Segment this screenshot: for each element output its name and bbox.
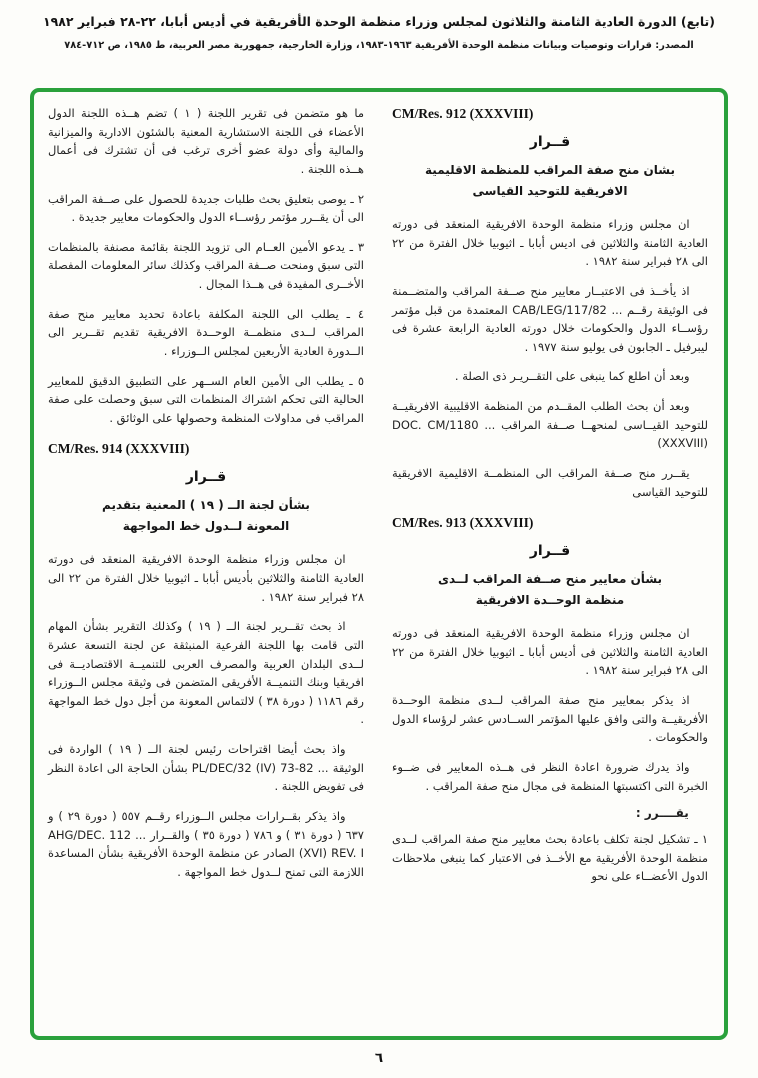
resolution-914-subtitle-line2: المعونة لــدول خط المواجهة bbox=[122, 519, 290, 534]
paragraph-cont-1: ما هو متضمن فى تقرير اللجنة ( ١ ) تضم هــذه اللجنة الدول الأعضاء فى اللجنة الاستشارية المعنية بالشئون الادارية والميزانية والمالية وأى دولة عضو أخرى ترغب فى أن تشترك فى أعمال هــذه اللجنة . bbox=[48, 106, 364, 176]
header-session-line: (تابع) الدورة العادية الثامنة والثلاثون لمجلس وزراء منظمة الوحدة الأفريقية في أديس أبابا، ٢٢-٢٨ فبراير ١٩٨٢ bbox=[43, 14, 715, 29]
resolution-914-ref: CM/Res. 914 (XXXVIII) bbox=[48, 441, 190, 457]
resolution-912-title: قــرار bbox=[529, 134, 571, 150]
resolution-913-decides: يقــــرر : bbox=[635, 806, 689, 821]
resolution-912-ref: CM/Res. 912 (XXXVIII) bbox=[392, 106, 534, 121]
resolution-913-subtitle-line2: منظمة الوحــدة الافريقية bbox=[475, 593, 625, 608]
paragraph-914-2: اذ بحث تقــرير لجنة الــ ( ١٩ ) وكذلك التقرير بشأن المهام التى قامت بها اللجنة الفرعية المنبثقة عن لجنة التسعة عشرة لــدى البلدان العربية والمصرف العربى للتنميــة الاقتصاديــة فى افريقيا وبنك التنميــة الأفريقى المتضمن فى وثيقة مجلس الــوزراء رقم ١١٨٦ ( دورة ٣٨ ) لالتماس المعونة من أجل دول خط المواجهة . bbox=[48, 619, 364, 727]
resolution-913-title: قــرار bbox=[529, 543, 571, 560]
resolution-913-ref: CM/Res. 913 (XXXVIII) bbox=[392, 515, 534, 531]
resolution-914-subtitle bbox=[48, 495, 364, 537]
resolution-913-subtitle bbox=[392, 569, 708, 611]
paragraph-cont-3: ٣ ـ يدعو الأمين العــام الى تزويد اللجنة بقائمة مصنفة بالمنظمات التى سبق ومنحت صــفة المراقب وكذلك سائر المعلومات المفصلة الأخــرى المفيدة فى هــذا المجال . bbox=[48, 239, 364, 291]
resolution-913-subtitle-line1: بشأن معايير منح صــفة المراقب لــدى bbox=[437, 572, 663, 587]
resolution-913 bbox=[392, 515, 708, 886]
paragraph-914-4: واذ يذكر بقــرارات مجلس الــوزراء رقــم ٥٥٧ ( دورة ٢٩ ) و ٦٣٧ ( دورة ٣١ ) و ٧٨٦ ( دورة ٣٥ ) والقــرار ... AHG/DEC. 112 (XVI) REV. I الصادر عن منظمة الوحدة الأفريقية بشأن المساعدة اللازمة التى تمنح لــدول خط المواجهة . bbox=[48, 808, 365, 879]
paragraph-913-1: ان مجلس وزراء منظمة الوحدة الافريقية المنعقد فى دورته العادية الثامنة والثلاثين فى أديس أبابا ـ اثيوبيا خلال الفترة من ٢٢ الى ٢٨ فبراير سنة ١٩٨٢ . bbox=[392, 626, 708, 678]
document-header bbox=[10, 14, 748, 51]
resolution-912-subtitle-line2: الافريقية للتوحيد القياسى bbox=[472, 184, 628, 198]
paragraph-914-1: ان مجلس وزراء منظمة الوحدة الافريقية المنعقد فى دورته العادية الثامنة والثلاثين بأديس أبابا ـ اثيوبيا خلال الفترة من ٢٢ الى ٢٨ فبراير سنة ١٩٨٢ . bbox=[48, 552, 364, 604]
paragraph-912-5: يقــرر منح صــفة المراقب الى المنظمــة الاقليمية الافريقية للتوحيد القياسى bbox=[392, 465, 708, 499]
paragraph-914-3: واذ بحث أيضا اقتراحات رئيس لجنة الــ ( ١٩ ) الواردة فى الوثيقة ... PL/DEC/32 (IV) 73-82 بشأن الحاجة الى اعادة النظر فى تفويض اللجنة . bbox=[48, 742, 364, 794]
paragraph-913-3: واذ يدرك ضرورة اعادة النظر فى هــذه المعايير فى ضــوء الخبرة التى اكتسبتها المنظمة فى مجال منح صفة المراقب . bbox=[392, 759, 708, 793]
paragraph-cont-5: ٥ ـ يطلب الى الأمين العام الســهر على التطبيق الدقيق للمعايير الحالية التى تحكم اشتراك المنظمات التى سبق وحصلت على صفة المراقب فى مداولات المنظمة وحصولها على الوثائق . bbox=[48, 373, 364, 425]
paragraph-913-4: ١ ـ تشكيل لجنة تكلف باعادة بحث معايير منح صفة المراقب لــدى منظمة الوحدة الأفريقية مع الأخــذ فى الاعتبار كما ينبغى ملاحظات الدول الأعضــاء على نحو bbox=[392, 832, 708, 884]
column-left bbox=[48, 104, 364, 1028]
content-frame bbox=[30, 88, 728, 1040]
resolution-912-subtitle bbox=[392, 160, 708, 202]
two-column-layout bbox=[48, 104, 708, 1028]
column-right bbox=[392, 104, 708, 1028]
paragraph-cont-2: ٢ ـ يوصى بتعليق بحث طلبات جديدة للحصول على صــفة المراقب الى أن يقــرر مؤتمر رؤســاء الدول والحكومات معايير جديدة . bbox=[48, 191, 364, 225]
resolution-912 bbox=[392, 106, 708, 501]
paragraph-912-3: وبعد أن اطلع كما ينبغى على التقــريـر ذى الصلة . bbox=[454, 369, 690, 384]
resolution-914-subtitle-line1: بشأن لجنة الــ ( ١٩ ) المعنية بتقديم bbox=[102, 498, 310, 513]
paragraph-912-4: وبعد أن بحث الطلب المقــدم من المنظمة الاقليبية الافريقيــة للتوحيد القيــاسى لمنحهــا صــفة المراقب ... DOC. CM/1180 (XXXVIII) bbox=[392, 399, 708, 451]
paragraph-913-2: اذ يذكر بمعايير منح صفة المراقب لــدى منظمة الوحــدة الأفريقيــة والتى وافق عليها المؤتمر الســادس عشر لرؤساء الدول والحكومات . bbox=[392, 693, 708, 745]
paragraph-912-2: اذ يأخــذ فى الاعتبــار معايير منح صــفة المراقب والمتضــمنة فى الوثيقة رقــم ... CAB/LEG/117/82 المعتمدة من قبل مؤتمر رؤســاء الدول والحكومات خلال دورته العادية الرابعة عشرة فى ليبرفيل ـ الجابون فى يوليو سنة ١٩٧٧ . bbox=[392, 283, 708, 354]
page-number: ٦ bbox=[374, 1050, 384, 1066]
resolution-914 bbox=[48, 441, 364, 881]
paragraph-cont-4: ٤ ـ يطلب الى اللجنة المكلفة باعادة تحديد معايير منح صفة المراقب لــدى منظمــة الوحــدة الافريقية تقديم تقــرير الى الــدورة العادية الأربعين لمجلس الــوزراء . bbox=[48, 306, 364, 358]
resolution-912-subtitle-line1: بشان منح صفة المراقب للمنظمة الاقليمية bbox=[425, 163, 675, 177]
header-source-line: المصدر: قرارات وتوصيات وبيانات منظمة الوحدة الأفريقية ١٩٦٣-١٩٨٣، وزارة الخارجية، جمهورية مصر العربية، ط ١٩٨٥، ص ٧١٢-٧٨٤ bbox=[64, 40, 694, 51]
resolution-914-title: قــرار bbox=[185, 469, 227, 486]
resolution-913-continuation bbox=[48, 104, 364, 427]
paragraph-912-1: ان مجلس وزراء منظمة الوحدة الافريقية المنعقد فى دورته العادية الثامنة والثلاثين فى اديس أبابا ـ اثيوبيا خلال الفترة من ٢٢ الى ٢٨ فبراير سنة ١٩٨٢ . bbox=[392, 217, 708, 269]
